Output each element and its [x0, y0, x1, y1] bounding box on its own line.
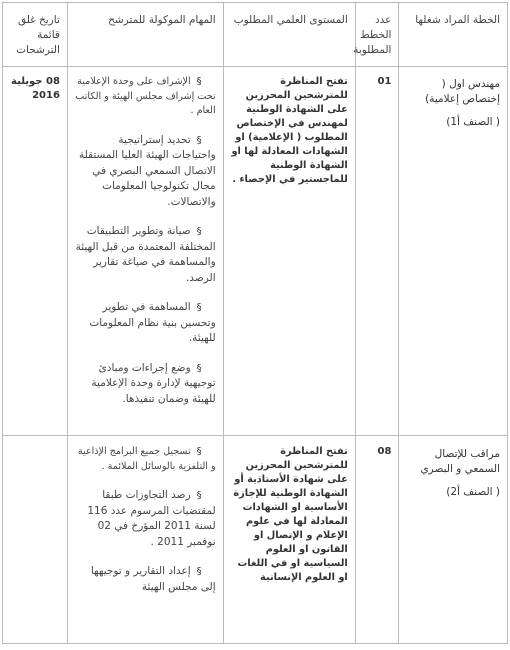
- task-text: رصد التجاوزات طبقا لمقتضيات المرسوم عدد 116 لسنة 2011 المؤرخ في 02 نوفمبر 2011 .: [87, 489, 216, 548]
- table-header-row: [3, 3, 508, 67]
- bullet-icon: §: [196, 226, 202, 237]
- level-cell: [223, 67, 355, 436]
- level-cell: [223, 436, 355, 644]
- post-title: مراقب للإتصال السمعي و البصري: [420, 448, 500, 475]
- task-text: الإشراف على وحدة الإعلامية تحت إشراف مجلس الهيئة و الكاتب العام .: [75, 76, 216, 116]
- task-text: تحديد إستراتيجية واحتياجات الهيئة العليا المستقلة الاتصال السمعي البصري في مجال تكنولوجيا المعلومات والاتصالات.: [78, 133, 216, 208]
- post-count: 01: [377, 76, 392, 87]
- header-deadline: تاريخ غلق قائمة الترشحات: [3, 3, 68, 67]
- bullet-icon: §: [196, 446, 202, 457]
- task-text: المساهمة في تطوير وتحسين بنية نظام المعلومات للهيئة.: [89, 301, 216, 344]
- deadline-cell: [3, 67, 68, 436]
- bullet-icon: §: [196, 566, 202, 577]
- task-item: [75, 300, 216, 347]
- count-cell: [355, 436, 399, 644]
- bullet-icon: §: [196, 362, 202, 374]
- post-grade: ( الصنف أ1): [446, 116, 500, 128]
- deadline-date: 08 جويلية 2016: [11, 76, 60, 101]
- task-item: [75, 564, 216, 595]
- bullet-icon: §: [196, 302, 202, 313]
- bullet-icon: §: [196, 76, 202, 87]
- task-text: إعداد التقارير و توجيهها إلى مجلس الهيئة: [90, 565, 216, 593]
- header-level: المستوى العلمي المطلوب: [223, 3, 355, 67]
- required-level: تفتح المناظرة للمترشحين المحرزين على شهادة الأستاذية أو الشهادة الوطنية للإجازة الأساسية او الشهادات المعادلة لها في علوم الإعلام و الإتصال او القانون او العلوم السياسية او في اللغات او العلوم الإنسانية: [233, 446, 348, 583]
- bullet-icon: §: [196, 134, 202, 146]
- tasks-cell: [67, 436, 223, 644]
- recruitment-table: [2, 2, 508, 644]
- required-level: تفتح المناظرة للمترشحين المحرزين على الشهادة الوطنية لمهندس في الإختصاص المطلوب ( الإعلامية) او الشهادات المعادلة لها او الشهادة الوطنية للماجستير في الإحصاء .: [231, 76, 348, 185]
- task-item: [75, 133, 216, 211]
- header-post: الخطة المراد شغلها: [399, 3, 508, 67]
- table-row: [3, 67, 508, 436]
- post-title: مهندس اول ( إختصاص إعلامية): [425, 78, 500, 105]
- task-item: [75, 361, 216, 408]
- task-item: [75, 224, 216, 286]
- count-cell: [355, 67, 399, 436]
- bullet-icon: §: [196, 490, 202, 501]
- task-item: [75, 75, 216, 119]
- header-tasks: المهام الموكولة للمترشح: [67, 3, 223, 67]
- tasks-cell: [67, 67, 223, 436]
- post-count: 08: [377, 446, 392, 457]
- table-row: [3, 436, 508, 644]
- post-cell: [399, 67, 508, 436]
- task-text: تسجيل جميع البرامج الإذاعية و التلفزية بالوسائل الملائمة .: [77, 446, 216, 472]
- task-text: وضع إجراءات ومبادئ توجيهية لإدارة وحدة الإعلامية للهيئة وضمان تنفيذها.: [91, 361, 216, 405]
- header-count: عدد الخطط المطلوبة: [355, 3, 399, 67]
- deadline-cell: [3, 436, 68, 644]
- post-cell: [399, 436, 508, 644]
- task-item: [75, 488, 216, 550]
- task-item: [75, 445, 216, 474]
- post-grade: ( الصنف أ2): [446, 486, 500, 498]
- task-text: صيانة وتطوير التطبيقات المختلفة المعتمدة من قبل الهيئة والمساهمة في صياغة تقارير الرصد.: [75, 225, 216, 284]
